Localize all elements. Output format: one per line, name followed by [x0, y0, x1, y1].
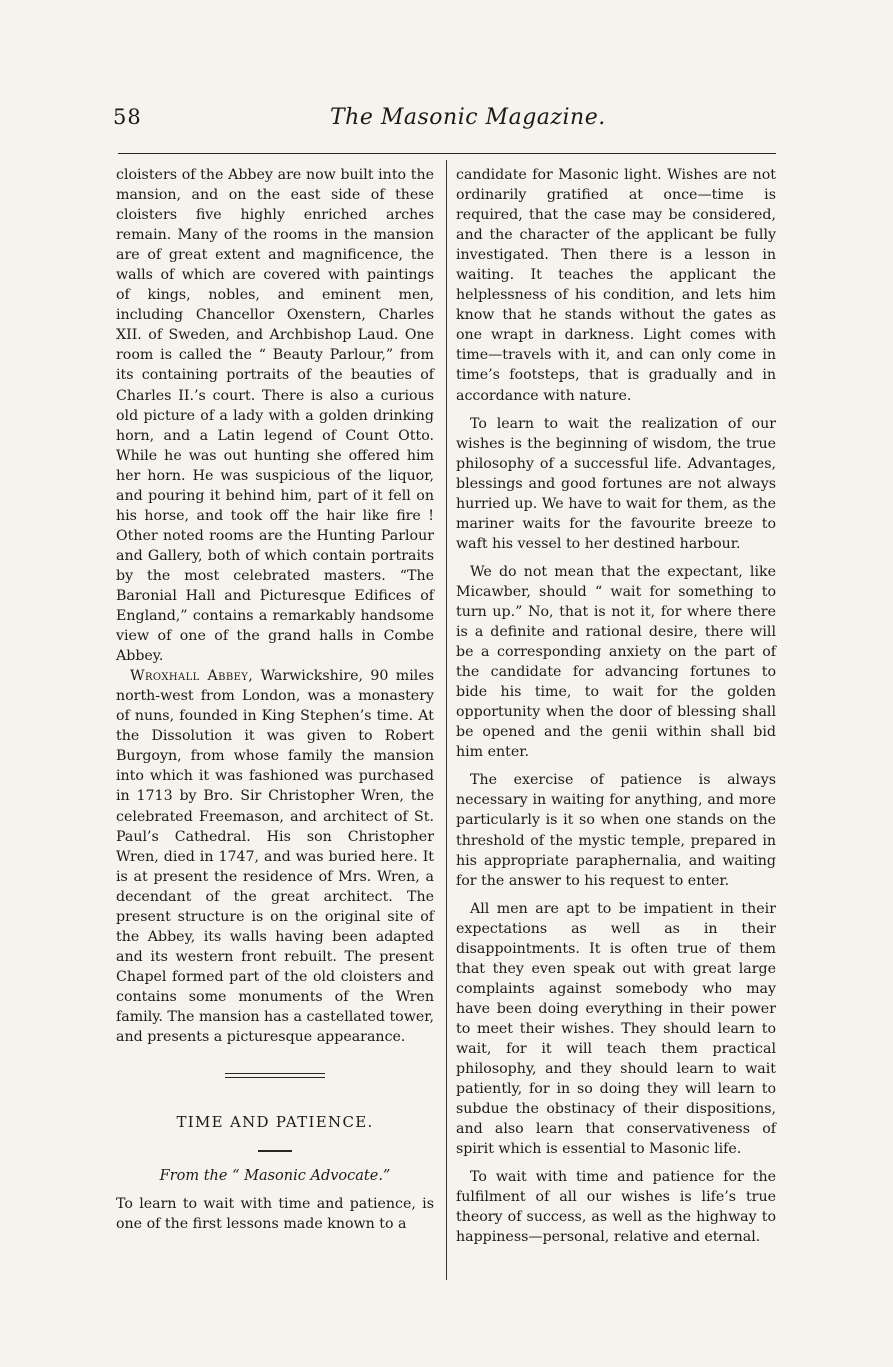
column-divider [446, 160, 447, 1280]
right-column [456, 165, 776, 1247]
left-column [116, 165, 434, 1234]
right-paragraph-6: To wait with time and patience for the fulfilment of all our wishes is life’s true theory of success, as well as the highway to happiness—personal, relative and eternal. [456, 1169, 776, 1246]
header-rule [118, 153, 776, 154]
right-paragraph-2: To learn to wait the realization of our wishes is the beginning of wisdom, the true philosophy of a successful life. Advantages, blessings and good fortunes are not always hurried up. We have to wait for them, as the mariner waits for the favourite breeze to waft his vessel to her destined harbour. [456, 415, 776, 552]
right-paragraph-4: The exercise of patience is always necessary in waiting for anything, and more particularly is it so when one stands on the threshold of the mystic temple, prepared in his appropriate paraphernalia, and waiting for the answer to his request to enter. [456, 772, 776, 889]
section-double-rule [225, 1073, 325, 1078]
section-title: TIME AND PATIENCE. [176, 1113, 374, 1132]
right-paragraph-5: All men are apt to be impatient in their expectations as well as in their disappointments. It is often true of them that they even speak out with great large complaints against somebody who may have been doing everything in their power to meet their wishes. They should learn to wait, for it will teach them practical philosophy, and they should learn to wait patiently, for in so doing they will learn to subdue the obstinacy of their dispositions, and also learn that conservativeness of spirit which is essential to Masonic life. [456, 900, 776, 1158]
left-paragraph-1: cloisters of the Abbey are now built into the mansion, and on the east side of these cloisters five highly enriched arches remain. Many of the rooms in the mansion are of great extent and magnificence, the walls of which are covered with paintings of kings, nobles, and eminent men, including Chancellor Oxenstern, Charles XII. of Sweden, and Archbishop Laud. One room is called the “ Beauty Parlour,” from its containing portraits of the beauties of Charles II.’s court. There is also a curious old picture of a lady with a golden drinking horn, and a Latin legend of Count Otto. While he was out hunting she offered him her horn. He was suspicious of the liquor, and pouring it behind him, part of it fell on his horse, and took off the hair like fire ! Other noted rooms are the Hunting Parlour and Gallery, both of which contain portraits by the most celebrated masters. “The Baronial Hall and Picturesque Edifices of England,” contains a remarkably handsome view of one of the grand halls in Combe Abbey. [116, 167, 434, 665]
left-paragraph-2-text: Warwickshire, 90 miles north-west from London, was a monastery of nuns, founded in King Stephen’s time. At the Dissolution it was given to Robert Burgoyn, from whose family the mansion into which it was fashioned was purchased in 1713 by Bro. Sir Christopher Wren, the celebrated Freemason, and architect of St. Paul’s Cathedral. His son Christopher Wren, died in 1747, and was buried here. It is at present the residence of Mrs. Wren, a decendant of the great architect. The present structure is on the original site of the Abbey, its walls having been adapted and its western front rebuilt. The present Chapel formed part of the old cloisters and contains some monuments of the Wren family. The mansion has a castellated tower, and presents a picturesque appearance. [116, 668, 435, 1046]
running-title: The Masonic Magazine. [330, 105, 606, 130]
right-paragraph-1: candidate for Masonic light. Wishes are not ordinarily gratified at once—time is required, that the case may be considered, and the character of the applicant be fully investigated. Then there is a lesson in waiting. It teaches the applicant the helplessness of his condition, and lets him know that he stands without the gates as one wrapt in darkness. Light comes with time—travels with it, and can only come in time’s footsteps, that is gradually and in accordance with nature. [456, 167, 776, 404]
page-number: 58 [113, 105, 142, 129]
wroxhall-abbey-heading: Wroxhall Abbey, [130, 668, 254, 685]
right-paragraph-3: We do not mean that the expectant, like Micawber, should “ wait for something to turn up.” No, that is not it, for where there is a definite and rational desire, there will be a corresponding anxiety on the part of the candidate for advancing fortunes to bide his time, to wait for the golden opportunity when the door of blessing shall be opened and the genii within shall bid him enter. [456, 563, 776, 761]
left-paragraph-2 [116, 666, 434, 1047]
source-line: From the “ Masonic Advocate.” [159, 1168, 391, 1185]
intro-paragraph: To learn to wait with time and patience, is one of the first lessons made known to a [116, 1196, 434, 1233]
section-short-rule [258, 1150, 292, 1152]
